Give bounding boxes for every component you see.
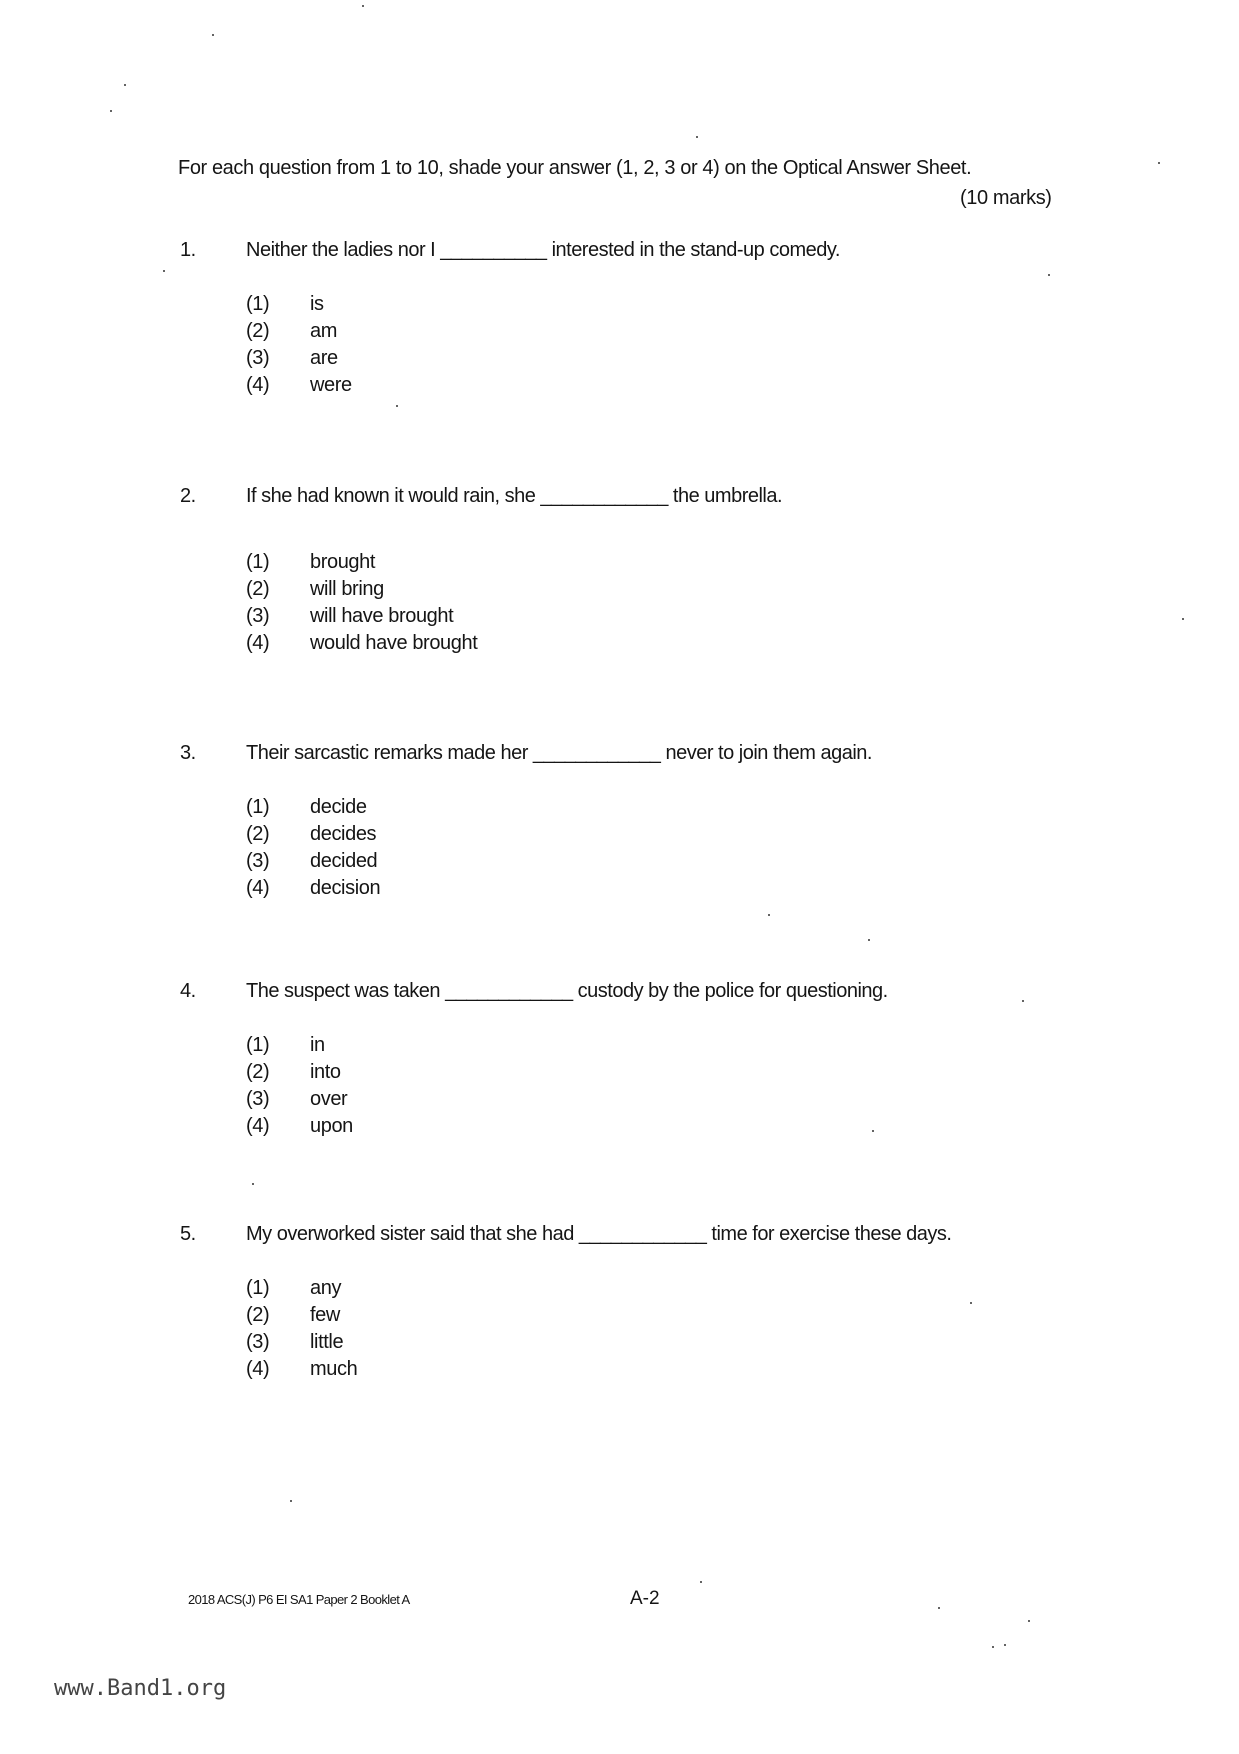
option-text: upon: [310, 1115, 353, 1137]
option-number: (2): [246, 1304, 270, 1326]
question-number: 5.: [180, 1223, 196, 1245]
option-text: am: [310, 320, 337, 342]
options-list: [246, 293, 1110, 401]
option-number: (4): [246, 1115, 270, 1137]
options-list: [246, 796, 1110, 904]
option-text: is: [310, 293, 324, 315]
option-text: any: [310, 1277, 342, 1299]
question-number: 4.: [180, 980, 196, 1002]
scan-speck: [872, 1130, 874, 1132]
option-4: [246, 1358, 1110, 1385]
option-text: decides: [310, 823, 377, 845]
scan-speck: [1022, 1000, 1024, 1002]
question-text: Their sarcastic remarks made her ____________ never to join them again.: [246, 742, 872, 764]
question-stem: [180, 980, 1110, 1010]
option-number: (1): [246, 796, 270, 818]
option-3: [246, 1088, 1110, 1115]
option-2: [246, 320, 1110, 347]
option-4: [246, 1115, 1110, 1142]
scan-speck: [868, 939, 870, 941]
question-text: My overworked sister said that she had ____________ time for exercise these days.: [246, 1223, 952, 1245]
option-text: would have brought: [310, 632, 478, 654]
option-text: brought: [310, 551, 376, 573]
option-3: [246, 1331, 1110, 1358]
option-2: [246, 1304, 1110, 1331]
option-text: were: [310, 374, 352, 396]
question-stem: [180, 239, 1110, 269]
option-number: (4): [246, 877, 270, 899]
question-number: 3.: [180, 742, 196, 764]
option-text: will have brought: [310, 605, 454, 627]
option-number: (4): [246, 632, 270, 654]
options-list: [246, 1034, 1110, 1142]
question-stem: [180, 1223, 1110, 1253]
question-number: 2.: [180, 485, 196, 507]
question-text: If she had known it would rain, she ____________ the umbrella.: [246, 485, 783, 507]
scan-speck: [992, 1646, 994, 1648]
scan-speck: [396, 405, 398, 407]
option-1: [246, 796, 1110, 823]
question-1: [180, 239, 1110, 401]
options-list: [246, 551, 1110, 659]
options-list: [246, 1277, 1110, 1385]
option-text: over: [310, 1088, 348, 1110]
option-number: (3): [246, 1331, 270, 1353]
scan-speck: [1158, 162, 1160, 164]
question-2: [180, 485, 1110, 659]
option-1: [246, 1277, 1110, 1304]
page-number: A-2: [630, 1588, 660, 1609]
scan-speck: [938, 1607, 940, 1609]
scan-speck: [1182, 618, 1184, 620]
scan-speck: [252, 1183, 254, 1185]
option-text: decision: [310, 877, 381, 899]
instruction-text: For each question from 1 to 10, shade your answer (1, 2, 3 or 4) on the Optical Answer Sheet.: [178, 157, 972, 179]
option-2: [246, 578, 1110, 605]
watermark: www.Band1.org: [54, 1676, 227, 1701]
option-1: [246, 1034, 1110, 1061]
option-3: [246, 605, 1110, 632]
option-number: (3): [246, 1088, 270, 1110]
option-number: (2): [246, 578, 270, 600]
total-marks: (10 marks): [960, 187, 1052, 209]
scan-speck: [1048, 274, 1050, 276]
option-text: in: [310, 1034, 325, 1056]
option-text: decide: [310, 796, 367, 818]
option-3: [246, 850, 1110, 877]
option-text: into: [310, 1061, 341, 1083]
option-1: [246, 551, 1110, 578]
scan-speck: [110, 110, 112, 112]
option-number: (3): [246, 347, 270, 369]
scan-speck: [768, 914, 770, 916]
option-number: (3): [246, 605, 270, 627]
option-1: [246, 293, 1110, 320]
question-3: [180, 742, 1110, 904]
scan-speck: [124, 84, 126, 86]
scan-speck: [700, 1581, 702, 1583]
question-text: Neither the ladies nor I __________ interested in the stand-up comedy.: [246, 239, 840, 261]
scan-speck: [1028, 1620, 1030, 1622]
option-text: little: [310, 1331, 344, 1353]
option-text: will bring: [310, 578, 384, 600]
option-number: (4): [246, 1358, 270, 1380]
scan-speck: [212, 34, 214, 36]
option-number: (4): [246, 374, 270, 396]
option-number: (2): [246, 1061, 270, 1083]
option-text: are: [310, 347, 338, 369]
option-number: (2): [246, 320, 270, 342]
option-3: [246, 347, 1110, 374]
footer-paper-info: 2018 ACS(J) P6 EI SA1 Paper 2 Booklet A: [188, 1592, 410, 1607]
question-number: 1.: [180, 239, 196, 261]
scan-speck: [362, 5, 364, 7]
option-2: [246, 823, 1110, 850]
scan-speck: [970, 1302, 972, 1304]
option-4: [246, 374, 1110, 401]
option-number: (1): [246, 551, 270, 573]
option-number: (1): [246, 293, 270, 315]
question-stem: [180, 485, 1110, 515]
option-number: (1): [246, 1277, 270, 1299]
scan-speck: [1004, 1644, 1006, 1646]
option-number: (3): [246, 850, 270, 872]
option-number: (1): [246, 1034, 270, 1056]
option-text: decided: [310, 850, 378, 872]
option-4: [246, 877, 1110, 904]
option-number: (2): [246, 823, 270, 845]
question-4: [180, 980, 1110, 1142]
option-text: much: [310, 1358, 358, 1380]
scan-speck: [290, 1500, 292, 1502]
option-text: few: [310, 1304, 340, 1326]
option-2: [246, 1061, 1110, 1088]
question-text: The suspect was taken ____________ custody by the police for questioning.: [246, 980, 888, 1002]
question-5: [180, 1223, 1110, 1385]
option-4: [246, 632, 1110, 659]
scan-speck: [696, 136, 698, 138]
question-stem: [180, 742, 1110, 772]
scan-speck: [163, 270, 165, 272]
